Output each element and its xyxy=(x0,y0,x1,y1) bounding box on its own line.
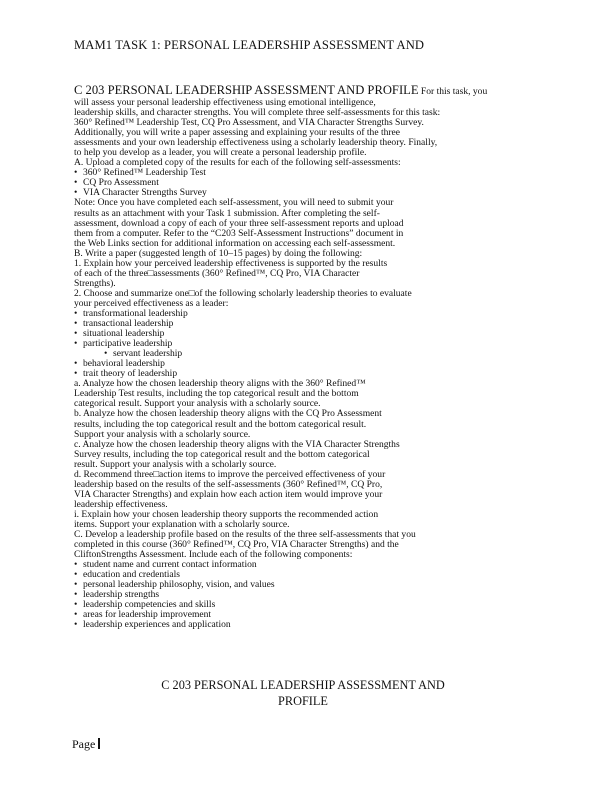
bullet-text: participative leadership xyxy=(83,338,173,350)
bullet-text: 360° Refined™ Leadership Test xyxy=(83,167,206,179)
text-line: Support your analysis with a scholarly source. xyxy=(74,428,251,440)
bullet-text: transformational leadership xyxy=(83,307,188,319)
bullet-icon: • xyxy=(74,569,78,581)
text-line: leadership effectiveness. xyxy=(74,498,168,510)
text-line: Leadership Test results, including the top categorical result and the bottom xyxy=(74,388,359,400)
assessment-list xyxy=(74,168,544,198)
task-title-main: C 203 PERSONAL LEADERSHIP ASSESSMENT AND PROFILE xyxy=(74,83,419,97)
bullet-icon: • xyxy=(74,358,78,370)
text-line: 360° Refined™ Leadership Test, CQ Pro Assessment, and VIA Character Strengths Survey. xyxy=(74,117,424,129)
text-line: leadership based on the results of the self-assessments (360° Refined™, CQ Pro, xyxy=(74,478,383,490)
text-line: VIA Character Strengths) and explain how each action item would improve your xyxy=(74,488,383,500)
bullet-icon: • xyxy=(74,328,78,340)
text-line: Survey results, including the top categorical result and the bottom categorical xyxy=(74,448,370,460)
bullet-text: trait theory of leadership xyxy=(83,368,178,380)
text-line: 1. Explain how your perceived leadership effectiveness is supported by the results xyxy=(74,257,388,269)
text-line: CliftonStrengths Assessment. Include each of the following components: xyxy=(74,549,353,561)
bullet-text: areas for leadership improvement xyxy=(83,609,212,621)
text-line: will assess your personal leadership effectiveness using emotional intelligence, xyxy=(74,97,376,108)
bullet-icon: • xyxy=(74,559,78,571)
text-line: categorical result. Support your analysis with a scholarly source. xyxy=(74,398,321,410)
task-title-tail: For this task, you xyxy=(420,86,488,97)
bullet-text: leadership competencies and skills xyxy=(83,599,216,611)
text-line: a. Analyze how the chosen leadership theory aligns with the 360° Refined™ xyxy=(74,378,366,390)
text-line: of each of the three□assessments (360° Refined™, CQ Pro, VIA Character xyxy=(74,267,360,279)
text-cursor xyxy=(98,738,100,749)
text-line: the Web Links section for additional information on accessing each self-assessment. xyxy=(74,237,396,249)
bullet-icon: • xyxy=(74,177,78,189)
bullet-text: CQ Pro Assessment xyxy=(83,177,159,189)
text-line: results, including the top categorical result and the bottom categorical result. xyxy=(74,418,367,430)
text-line: result. Support your analysis with a scholarly source. xyxy=(74,458,277,470)
footer-title-line2: PROFILE xyxy=(278,693,328,708)
text-line: C. Develop a leadership profile based on the results of the three self-assessments that you xyxy=(74,529,416,541)
intro-paragraph xyxy=(74,98,544,168)
text-line: to help you develop as a leader, you will create a personal leadership profile. xyxy=(74,147,367,159)
task-title xyxy=(74,84,544,98)
bullet-text: behavioral leadership xyxy=(83,358,165,370)
text-line: b. Analyze how the chosen leadership theory aligns with the CQ Pro Assessment xyxy=(74,408,382,420)
text-line: leadership skills, and character strengths. You will complete three self-assessments for this task: xyxy=(74,107,441,119)
bullet-text: situational leadership xyxy=(83,328,165,340)
document-body xyxy=(74,84,544,630)
bullet-text: servant leadership xyxy=(113,348,183,360)
note-and-part-b xyxy=(74,198,544,309)
footer-title-line1: C 203 PERSONAL LEADERSHIP ASSESSMENT AND xyxy=(161,678,445,692)
footer-title xyxy=(60,678,546,709)
bullet-icon: • xyxy=(74,599,78,611)
bullet-text: transactional leadership xyxy=(83,318,174,330)
text-line: results as an attachment with your Task 1 submission. After completing the self- xyxy=(74,207,380,219)
bullet-icon: • xyxy=(104,348,108,360)
bullet-icon: • xyxy=(74,619,78,631)
bullet-text: student name and current contact information xyxy=(83,559,257,571)
text-line: Strengths). xyxy=(74,277,116,289)
text-line: items. Support your explanation with a scholarly source. xyxy=(74,518,290,530)
bullet-icon: • xyxy=(74,609,78,621)
text-line: i. Explain how your chosen leadership theory supports the recommended action xyxy=(74,508,379,520)
text-line: them from a computer. Refer to the “C203 Self-Assessment Instructions” document in xyxy=(74,227,404,239)
bullet-text: VIA Character Strengths Survey xyxy=(83,187,207,199)
text-line: Note: Once you have completed each self-assessment, you will need to submit your xyxy=(74,197,394,209)
bullet-icon: • xyxy=(74,589,78,601)
text-line: c. Analyze how the chosen leadership theory aligns with the VIA Character Strengths xyxy=(74,438,400,450)
text-line: completed in this course (360° Refined™, CQ Pro, VIA Character Strengths) and the xyxy=(74,539,399,551)
text-line: assessments and your own leadership effectiveness using a scholarly leadership theory. Finally, xyxy=(74,137,438,149)
text-line: 2. Choose and summarize one□of the following scholarly leadership theories to evaluate xyxy=(74,287,412,299)
bullet-icon: • xyxy=(74,167,78,179)
text-line: A. Upload a completed copy of the results for each of the following self-assessments: xyxy=(74,157,401,169)
text-line: assessment, download a copy of each of your three self-assessment reports and upload xyxy=(74,217,404,229)
text-line: your perceived effectiveness as a leader: xyxy=(74,297,229,309)
page-label-text: Page xyxy=(72,737,96,751)
page-number-label xyxy=(72,737,100,752)
bullet-text: leadership experiences and application xyxy=(83,619,231,631)
text-line: Additionally, you will write a paper assessing and explaining your results of the three xyxy=(74,127,401,139)
bullet-icon: • xyxy=(74,338,78,350)
theory-list xyxy=(74,309,544,379)
bullet-icon: • xyxy=(74,318,78,330)
bullet-text: personal leadership philosophy, vision, and values xyxy=(83,579,275,591)
list-item xyxy=(74,620,544,630)
bullet-icon: • xyxy=(74,307,78,319)
bullet-text: education and credentials xyxy=(83,569,181,581)
bullet-text: leadership strengths xyxy=(83,589,160,601)
bullet-icon: • xyxy=(74,187,78,199)
profile-components-list xyxy=(74,560,544,630)
analysis-prompts xyxy=(74,379,544,560)
bullet-icon: • xyxy=(74,579,78,591)
bullet-icon: • xyxy=(74,368,78,380)
running-header: MAM1 TASK 1: PERSONAL LEADERSHIP ASSESSMENT AND xyxy=(74,38,425,52)
text-line: d. Recommend three□action items to improve the perceived effectiveness of your xyxy=(74,468,386,480)
text-line: B. Write a paper (suggested length of 10–15 pages) by doing the following: xyxy=(74,247,363,259)
